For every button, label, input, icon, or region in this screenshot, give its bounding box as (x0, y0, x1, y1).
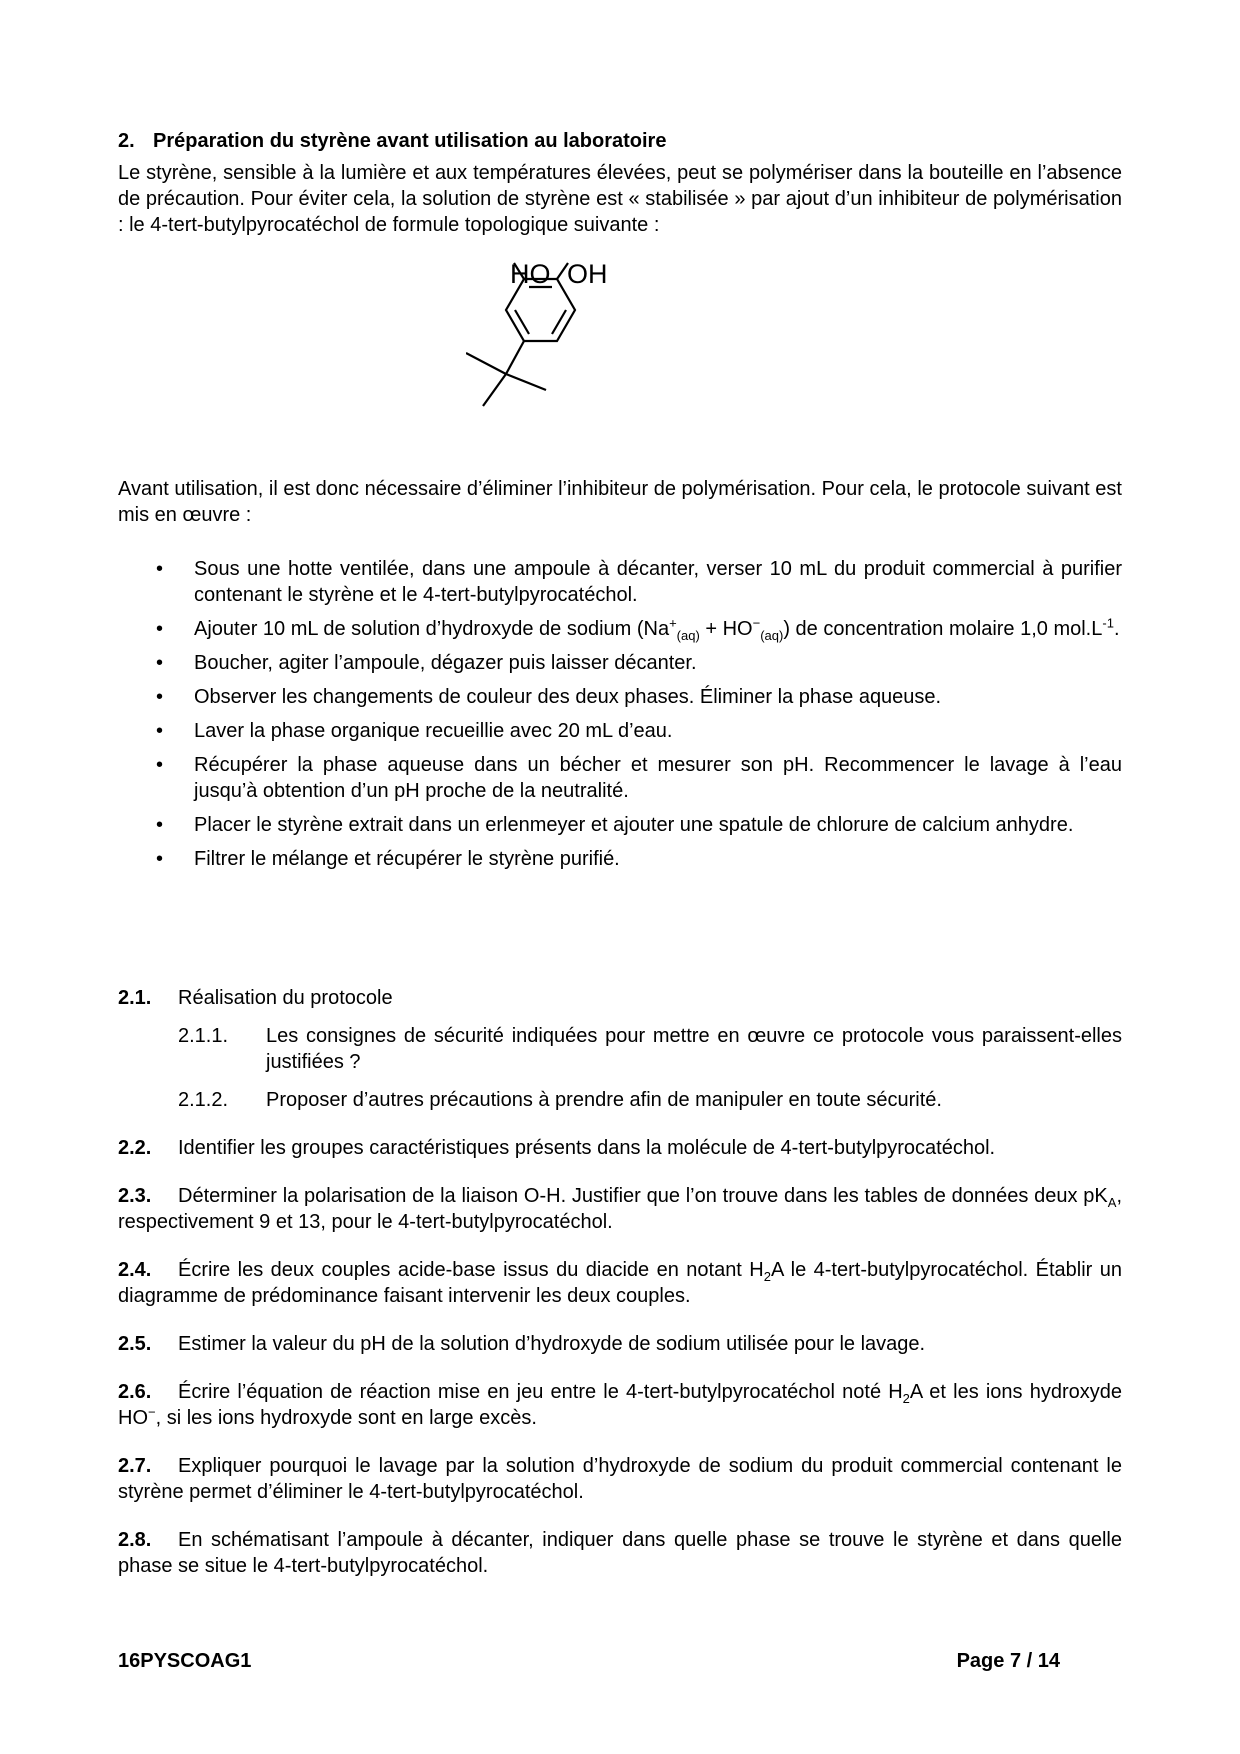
question-2-6: 2.6. Écrire l’équation de réaction mise en jeu entre le 4-tert-butylpyrocatéchol noté $H_2A$ et les ions hydroxyde HO−, si les ions hydroxyde sont en large excès. (118, 1381, 1122, 1429)
protocol-steps (118, 556, 1122, 872)
step-text: Ajouter 10 mL de solution d’hydroxyde de sodium $(Na^+_{(aq)} + HO^-_{(aq)})$ de concentration molaire 1,0 $mol.L^{-1}$. (194, 615, 1120, 643)
bullet-icon: • (156, 686, 164, 708)
protocol-step (118, 812, 1122, 838)
section-number: 2. (118, 130, 135, 152)
section-heading (118, 128, 1122, 154)
step-text: Boucher, agiter l’ampoule, dégazer puis laisser décanter. (194, 652, 697, 674)
bullet-icon: • (156, 652, 164, 674)
molecule-skeleton (466, 255, 626, 455)
protocol-step (118, 650, 1122, 676)
step-text: Laver la phase organique recueillie avec 20 mL d’eau. (194, 720, 673, 742)
question-2-3: 2.3. Déterminer la polarisation de la liaison O-H. Justifier que l’on trouve dans les tables de données deux $pK_A$, respectivement 9 et 13, pour le 4-tert-butylpyrocatéchol. (118, 1185, 1122, 1233)
section-2 (118, 128, 1122, 238)
step-text: Observer les changements de couleur des deux phases. Éliminer la phase aqueuse. (194, 686, 942, 708)
bullet-icon: • (156, 618, 164, 640)
question-2-1: 2.1. Réalisation du protocole (118, 987, 393, 1009)
protocol-step (118, 684, 1122, 710)
question-2-5: 2.5. Estimer la valeur du pH de la solution d’hydroxyde de sodium utilisée pour le lavage. (118, 1333, 926, 1355)
bullet-icon: • (156, 814, 164, 836)
protocol-step (118, 556, 1122, 608)
question-2-1-1: 2.1.1. Les consignes de sécurité indiquées pour mettre en œuvre ce protocole vous paraissent-elles justifiées ? (178, 1025, 1122, 1073)
bullet-icon: • (156, 720, 164, 742)
question-2-4: 2.4. Écrire les deux couples acide-base issus du diacide en notant $H_2A$ le 4-tert-butylpyrocatéchol. Établir un diagramme de prédominance faisant intervenir les deux couples. (118, 1259, 1122, 1307)
step-text: Placer le styrène extrait dans un erlenmeyer et ajouter une spatule de chlorure de calcium anhydre. (194, 814, 1074, 836)
section-title: Préparation du styrène avant utilisation au laboratoire (153, 130, 667, 152)
step-text: Récupérer la phase aqueuse dans un bécher et mesurer son pH. Recommencer le lavage à l’eau jusqu’à obtention d’un pH proche de la neutralité. (194, 754, 1122, 802)
bullet-icon: • (156, 848, 164, 870)
protocol-intro: Avant utilisation, il est donc nécessaire d’éliminer l’inhibiteur de polymérisation. Pour cela, le protocole suivant est mis en œuvre : (118, 478, 1122, 526)
protocol-step (118, 616, 1122, 642)
molecule-label-oh: OH (567, 259, 608, 289)
protocol-section (118, 476, 1122, 880)
protocol-step (118, 752, 1122, 804)
step-text: Sous une hotte ventilée, dans une ampoule à décanter, verser 10 mL du produit commercial à purifier contenant le styrène et le 4-tert-butylpyrocatéchol. (194, 558, 1122, 606)
page-number: Page 7 / 14 (956, 1650, 1060, 1672)
question-2-7: 2.7. Expliquer pourquoi le lavage par la solution d’hydroxyde de sodium du produit commercial contenant le styrène permet d’éliminer le 4-tert-butylpyrocatéchol. (118, 1455, 1122, 1503)
exam-code: 16PYSCOAG1 (118, 1650, 252, 1672)
bullet-icon: • (156, 754, 164, 776)
protocol-step (118, 846, 1122, 872)
question-2-1-2: 2.1.2. Proposer d’autres précautions à prendre afin de manipuler en toute sécurité. (178, 1089, 942, 1111)
question-2-8: 2.8. En schématisant l’ampoule à décanter, indiquer dans quelle phase se trouve le styrène et dans quelle phase se situe le 4-tert-butylpyrocatéchol. (118, 1529, 1122, 1577)
questions (118, 985, 1122, 1601)
section-intro: Le styrène, sensible à la lumière et aux températures élevées, peut se polymériser dans la bouteille en l’absence de précaution. Pour éviter cela, la solution de styrène est « stabilisée » par ajout d’un inhibiteur de polymérisation : le 4-tert-butylpyrocatéchol de formule topologique suivante : (118, 162, 1122, 236)
molecule-label-ho: HO (510, 259, 551, 289)
protocol-step (118, 718, 1122, 744)
step-text: Filtrer le mélange et récupérer le styrène purifié. (194, 848, 620, 870)
bullet-icon: • (156, 558, 164, 580)
page-footer (118, 1648, 1060, 1674)
question-2-2: 2.2. Identifier les groupes caractéristiques présents dans la molécule de 4-tert-butylpyrocatéchol. (118, 1137, 996, 1159)
